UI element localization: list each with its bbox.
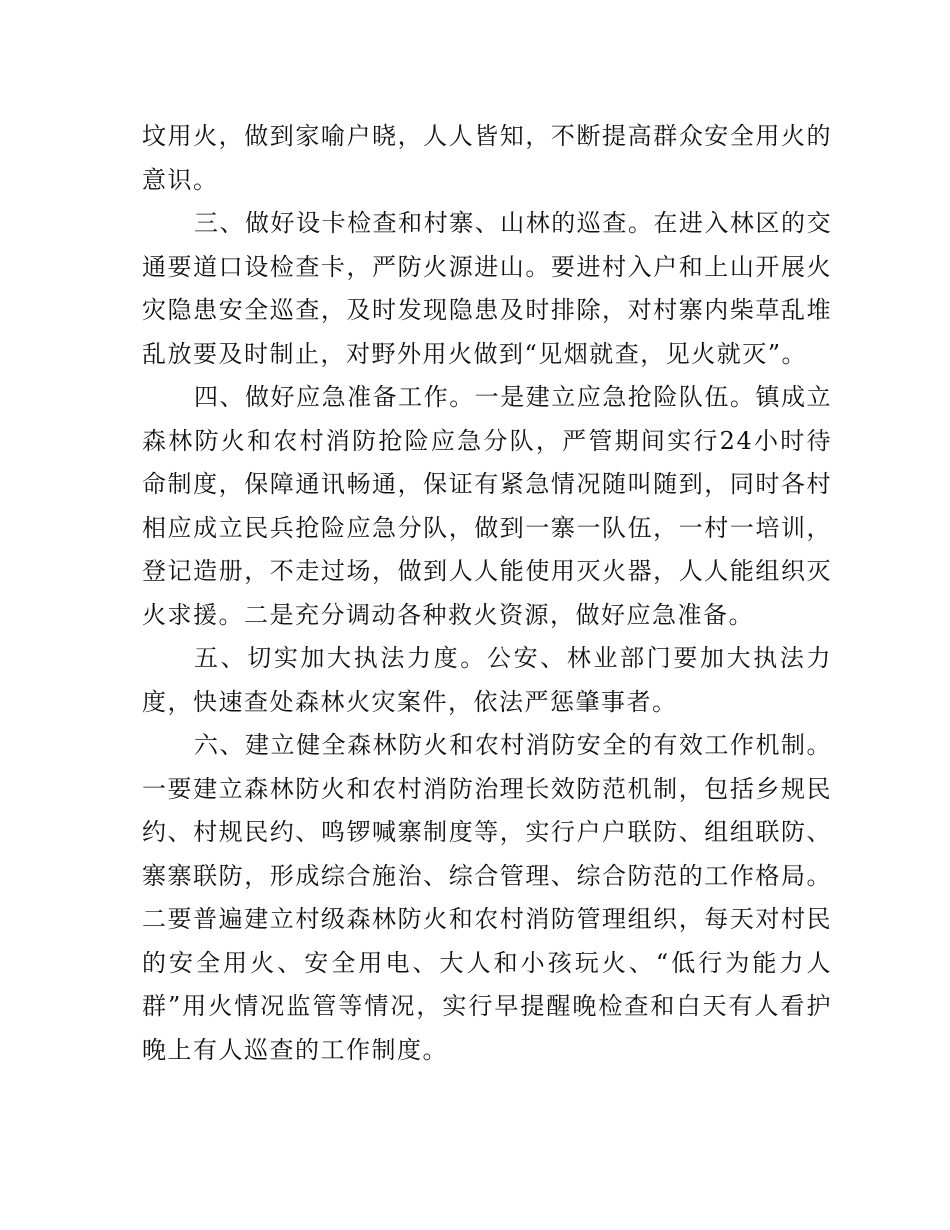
paragraph-section-4: 四、做好应急准备工作。一是建立应急抢险队伍。镇成立森林防火和农村消防抢险应急分队，严管期间实行24小时待命制度，保障通讯畅通，保证有紧急情况随叫随到，同时各村相应成立民兵抢险应急分队，做到一寨一队伍，一村一培训，登记造册，不走过场，做到人人能使用灭火器，人人能组织灭火求援。二是充分调动各种救火资源，做好应急准备。: [142, 383, 832, 629]
paragraph-section-6: 六、建立健全森林防火和农村消防安全的有效工作机制。一要建立森林防火和农村消防治理长效防范机制，包括乡规民约、村规民约、鸣锣喊寨制度等，实行户户联防、组组联防、寨寨联防，形成综合施治、综合管理、综合防范的工作格局。二要普遍建立村级森林防火和农村消防管理组织，每天对村民的安全用火、安全用电、大人和小孩玩火、“低行为能力人群”用火情况监管等情况，实行早提醒晚检查和白天有人看护晚上有人巡查的工作制度。: [142, 731, 832, 1064]
paragraph-section-5: 五、切实加大执法力度。公安、林业部门要加大执法力度，快速查处森林火灾案件，依法严惩肇事者。: [142, 644, 832, 716]
paragraph-section-3: 三、做好设卡检查和村寨、山林的巡查。在进入林区的交通要道口设检查卡，严防火源进山。要进村入户和上山开展火灾隐患安全巡查，及时发现隐患及时排除，对村寨内柴草乱堆乱放要及时制止，对野外用火做到“见烟就查，见火就灭”。: [142, 209, 832, 368]
paragraph-continuation: 坟用火，做到家喻户晓，人人皆知，不断提高群众安全用火的意识。: [142, 122, 832, 194]
document-body: [142, 115, 832, 1072]
